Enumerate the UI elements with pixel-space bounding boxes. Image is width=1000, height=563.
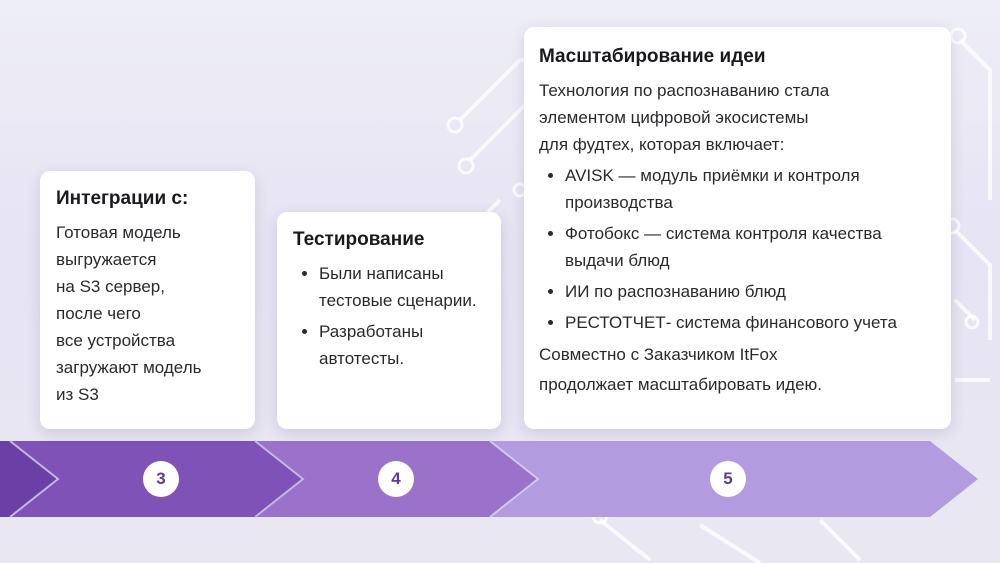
card-text-line: все устройства: [56, 331, 176, 350]
card-text-line: на S3 сервер,: [56, 277, 165, 296]
step-badge-3: 3: [143, 461, 179, 497]
list-item: • Фотобокс — система контроля качества выдачи блюд: [565, 220, 935, 274]
list-item: • Разработаны автотесты.: [319, 318, 485, 372]
card-testing: [277, 212, 501, 429]
card-text-line: выгружается: [56, 250, 157, 269]
card-text-line: для фудтех, которая включает:: [539, 135, 785, 154]
list-item: • ИИ по распознаванию блюд: [565, 278, 935, 305]
list-item: • AVISK — модуль приёмки и контроля производства: [565, 162, 935, 216]
list-item: • Были написаны тестовые сценарии.: [319, 260, 485, 314]
card-scaling: [524, 27, 951, 429]
list-item: • РЕСТОТЧЕТ- система финансового учета: [565, 309, 935, 336]
step-badge-5: 5: [710, 461, 746, 497]
card-text-line: из S3: [56, 385, 99, 404]
card-text-line: продолжает масштабировать идею.: [539, 375, 822, 394]
bullet-list: [293, 260, 485, 372]
card-title: Интеграции с:: [56, 188, 189, 209]
bullet-list: [539, 162, 935, 336]
step-badge-4: 4: [378, 461, 414, 497]
card-text-line: Технология по распознаванию стала: [539, 81, 830, 100]
card-text-line: элементом цифровой экосистемы: [539, 108, 809, 127]
card-text-line: после чего: [56, 304, 141, 323]
card-title: Тестирование: [293, 229, 425, 250]
card-integrations: [40, 171, 255, 429]
card-text-line: Готовая модель: [56, 223, 181, 242]
card-title: Масштабирование идеи: [539, 46, 766, 67]
card-text-line: загружают модель: [56, 358, 202, 377]
card-text-line: Совместно с Заказчиком ItFox: [539, 345, 778, 364]
